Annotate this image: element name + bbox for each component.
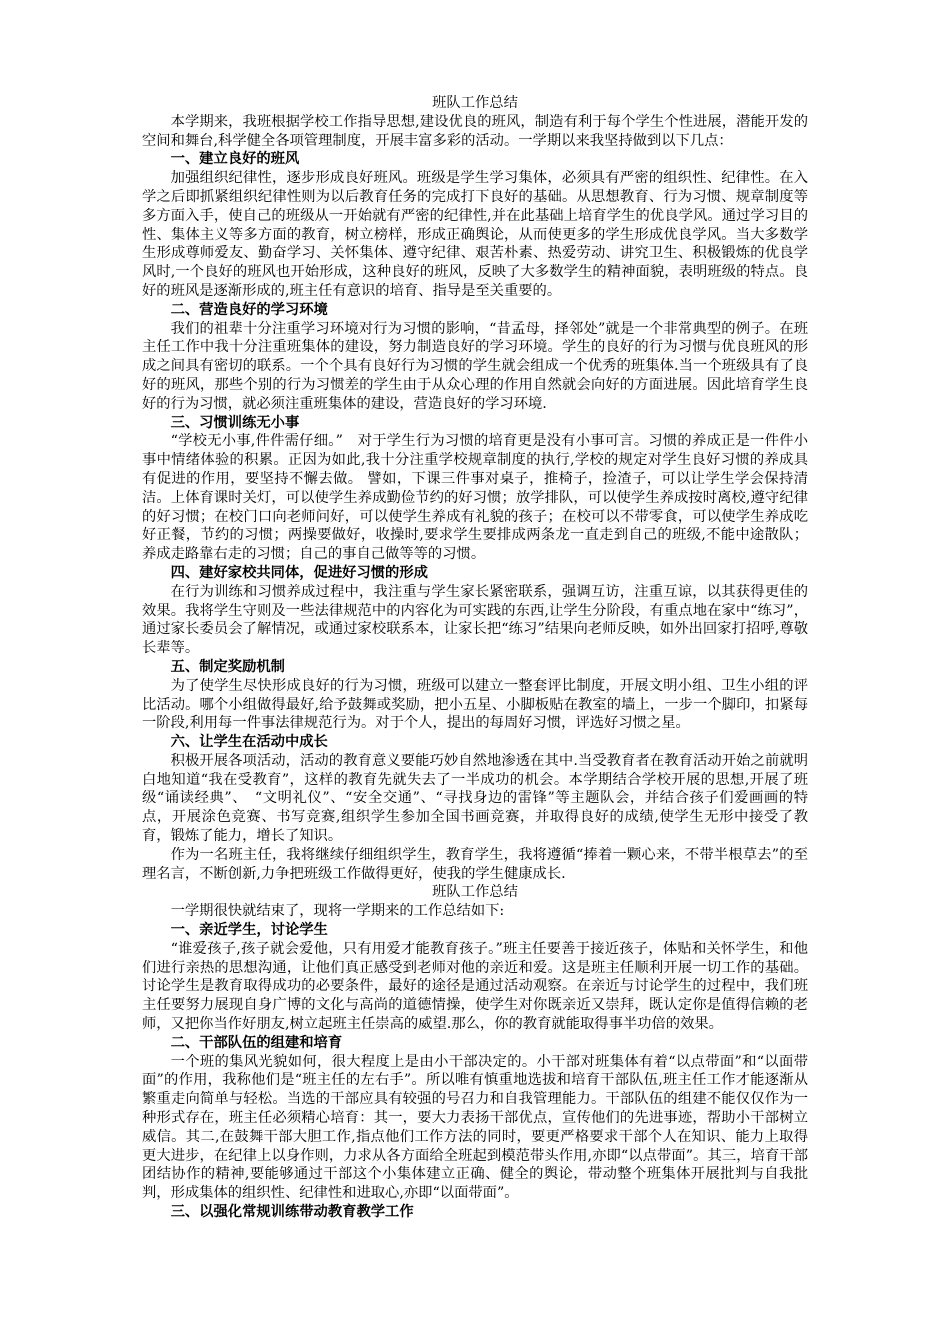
paragraph: 我们的祖辈十分注重学习环境对行为习惯的影响，“昔孟母，择邻处”就是一个非常典型的例子。在班主任工作中我十分注重班集体的建设，努力制造良好的学习环境。学生的良好的行为习惯与优良班风的形成之间具有密切的联系。一个个具有良好行为习惯的学生就会组成一个优秀的班集体.当一个班级具有了良好的班风，那些个别的行为习惯差的学生由于从众心理的作用自然就会向好的方面进展。因此培育学生良好的行为习惯，就必须注重班集体的建设，营造良好的学习环境.	[142, 320, 808, 412]
document-title: 班队工作总结	[432, 95, 518, 111]
paragraph: 本学期来，我班根据学校工作指导思想,建设优良的班风，制造有利于每个学生个性进展，潜能开发的空间和舞台,科学健全各项管理制度，开展丰富多彩的活动。一学期以来我坚持做到以下几点：	[142, 113, 808, 149]
section-heading: 六、让学生在活动中成长	[170, 734, 328, 751]
paragraph: 在行为训练和习惯养成过程中，我注重与学生家长紧密联系，强调互访，注重互谅，以其获得更佳的效果。我将学生守则及一些法律规范中的内容化为可实践的东西,让学生分阶段，有重点地在家中“练习”，通过家长委员会了解情况，或通过家校联系本，让家长把“练习”结果向老师反映，如外出回家打招呼,尊敬长辈等。	[142, 583, 808, 657]
paragraph: 一学期很快就结束了，现将一学期来的工作总结如下:	[170, 903, 505, 920]
document-1	[142, 94, 808, 883]
section-heading: 一、亲近学生，讨论学生	[170, 922, 328, 939]
document-title: 班队工作总结	[432, 884, 518, 901]
section-heading: 二、营造良好的学习环境	[170, 301, 328, 318]
section-heading: 二、干部队伍的组建和培育	[170, 1034, 343, 1051]
section-heading: 三、以强化常规训练带动教育教学工作	[170, 1204, 414, 1221]
section-heading: 三、习惯训练无小事	[170, 414, 300, 431]
paragraph: 为了使学生尽快形成良好的行为习惯，班级可以建立一整套评比制度，开展文明小组、卫生小组的评比活动。哪个小组做得最好,给予鼓舞或奖励，把小五星、小脚板贴在教室的墙上，一步一个脚印，扣紧每一阶段,利用每一件事法律规范行为。对于个人，提出的每周好习惯，评选好习惯之星。	[142, 677, 808, 732]
paragraph: 积极开展各项活动，活动的教育意义要能巧妙自然地渗透在其中.当受教育者在教育活动开始之前就明白地知道“我在受教育”，这样的教育先就失去了一半成功的机会。本学期结合学校开展的思想,开展了班级“诵读经典”、 “文明礼仪”、“安全交通”、“寻找身边的雷锋”等主题队会，并结合孩子们爱画画的特点，开展涂色竞赛、书写竞赛,组织学生参加全国书画竞赛，并取得良好的成绩,使学生无形中接受了教育，锻炼了能力，增长了知识。	[142, 752, 808, 845]
paragraph: 一个班的集风光貌如何，很大程度上是由小干部决定的。小干部对班集体有着“以点带面”和“以面带面”的作用，我称他们是“班主任的左右手”。所以唯有慎重地选拔和培育干部队伍,班主任工作才能逐渐从繁重走向简单与轻松。当选的干部应具有较强的号召力和自我管理能力。干部队伍的组建不能仅仅作为一种形式存在，班主任必须精心培育：其一，要大力表扬干部优点，宣传他们的先进事迹，帮助小干部树立威信。其二,在鼓舞干部大胆工作,指点他们工作方法的同时，要更严格要求干部个人在知识、能力上取得更大进步，在纪律上以身作则，力求从各方面给全班起到模范带头作用,亦即“以点带面”。其三，培育干部团结协作的精神,要能够通过干部这个小集体建立正确、健全的舆论，带动整个班集体开展批判与自我批判，形成集体的组织性、纪律性和进取心,亦即“以面带面”。	[142, 1053, 808, 1202]
document-page	[142, 94, 808, 1222]
paragraph: “谁爱孩子,孩子就会爱他，只有用爱才能教育孩子。”班主任要善于接近孩子，体贴和关怀学生，和他们进行亲热的思想沟通，让他们真正感受到老师对他的亲近和爱。这是班主任顺利开展一切工作的基础。讨论学生是教育取得成功的必要条件，最好的途径是通过活动观察。在亲近与讨论学生的过程中，我们班主任要努力展现自身广博的文化与高尚的道德情操，使学生对你既亲近又崇拜，既认定你是值得信赖的老师，又把你当作好朋友,树立起班主任崇高的威望.那么，你的教育就能取得事半功倍的效果。	[142, 940, 808, 1033]
section-heading: 四、建好家校共同体，促进好习惯的形成	[170, 564, 428, 581]
section-heading: 一、建立良好的班风	[170, 151, 300, 168]
paragraph: 作为一名班主任，我将继续仔细组织学生，教育学生，我将遵循“捧着一颗心来，不带半根草去”的至理名言，不断创新,力争把班级工作做得更好，使我的学生健康成长.	[142, 846, 808, 882]
document-2	[142, 883, 808, 1221]
section-heading: 五、制定奖励机制	[170, 658, 285, 675]
paragraph: “学校无小事,件件需仔细。” 对于学生行为习惯的培育更是没有小事可言。习惯的养成正是一件件小事中情绪体验的积累。正因为如此,我十分注重学校规章制度的执行,学校的规定对学生良好习惯的养成具有促进的作用，要坚持不懈去做。 譬如，下课三件事对桌子，推椅子，捡渣子，可以让学生学会保持清洁。上体育课时关灯，可以使学生养成勤俭节约的好习惯；放学排队，可以使学生养成按时离校,遵守纪律的好习惯；在校门口向老师问好，可以使学生养成有礼貌的孩子；在校可以不带零食，可以使学生养成吃好正餐，节约的习惯；两操要做好，收操时,要求学生要排成两条龙一直走到自己的班级,不能中途散队；养成走路靠右走的习惯；自己的事自己做等等的习惯。	[142, 433, 808, 563]
paragraph: 加强组织纪律性，逐步形成良好班风。班级是学生学习集体，必须具有严密的组织性、纪律性。在入学之后即抓紧组织纪律性则为以后教育任务的完成打下良好的基础。从思想教育、行为习惯、规章制度等多方面入手，使自己的班级从一开始就有严密的纪律性,并在此基础上培育学生的优良学风。通过学习目的性、集体主义等多方面的教育，树立榜样，形成正确舆论，从而使更多的学生形成优良学风。当大多数学生形成尊师爱友、勤奋学习、关怀集体、遵守纪律、艰苦朴素、热爱劳动、讲究卫生、积极锻炼的优良学风时,一个良好的班风也开始形成，这种良好的班风，反映了大多数学生的精神面貌，表明班级的特点。良好的班风是逐渐形成的,班主任有意识的培育、指导是至关重要的。	[142, 170, 808, 299]
